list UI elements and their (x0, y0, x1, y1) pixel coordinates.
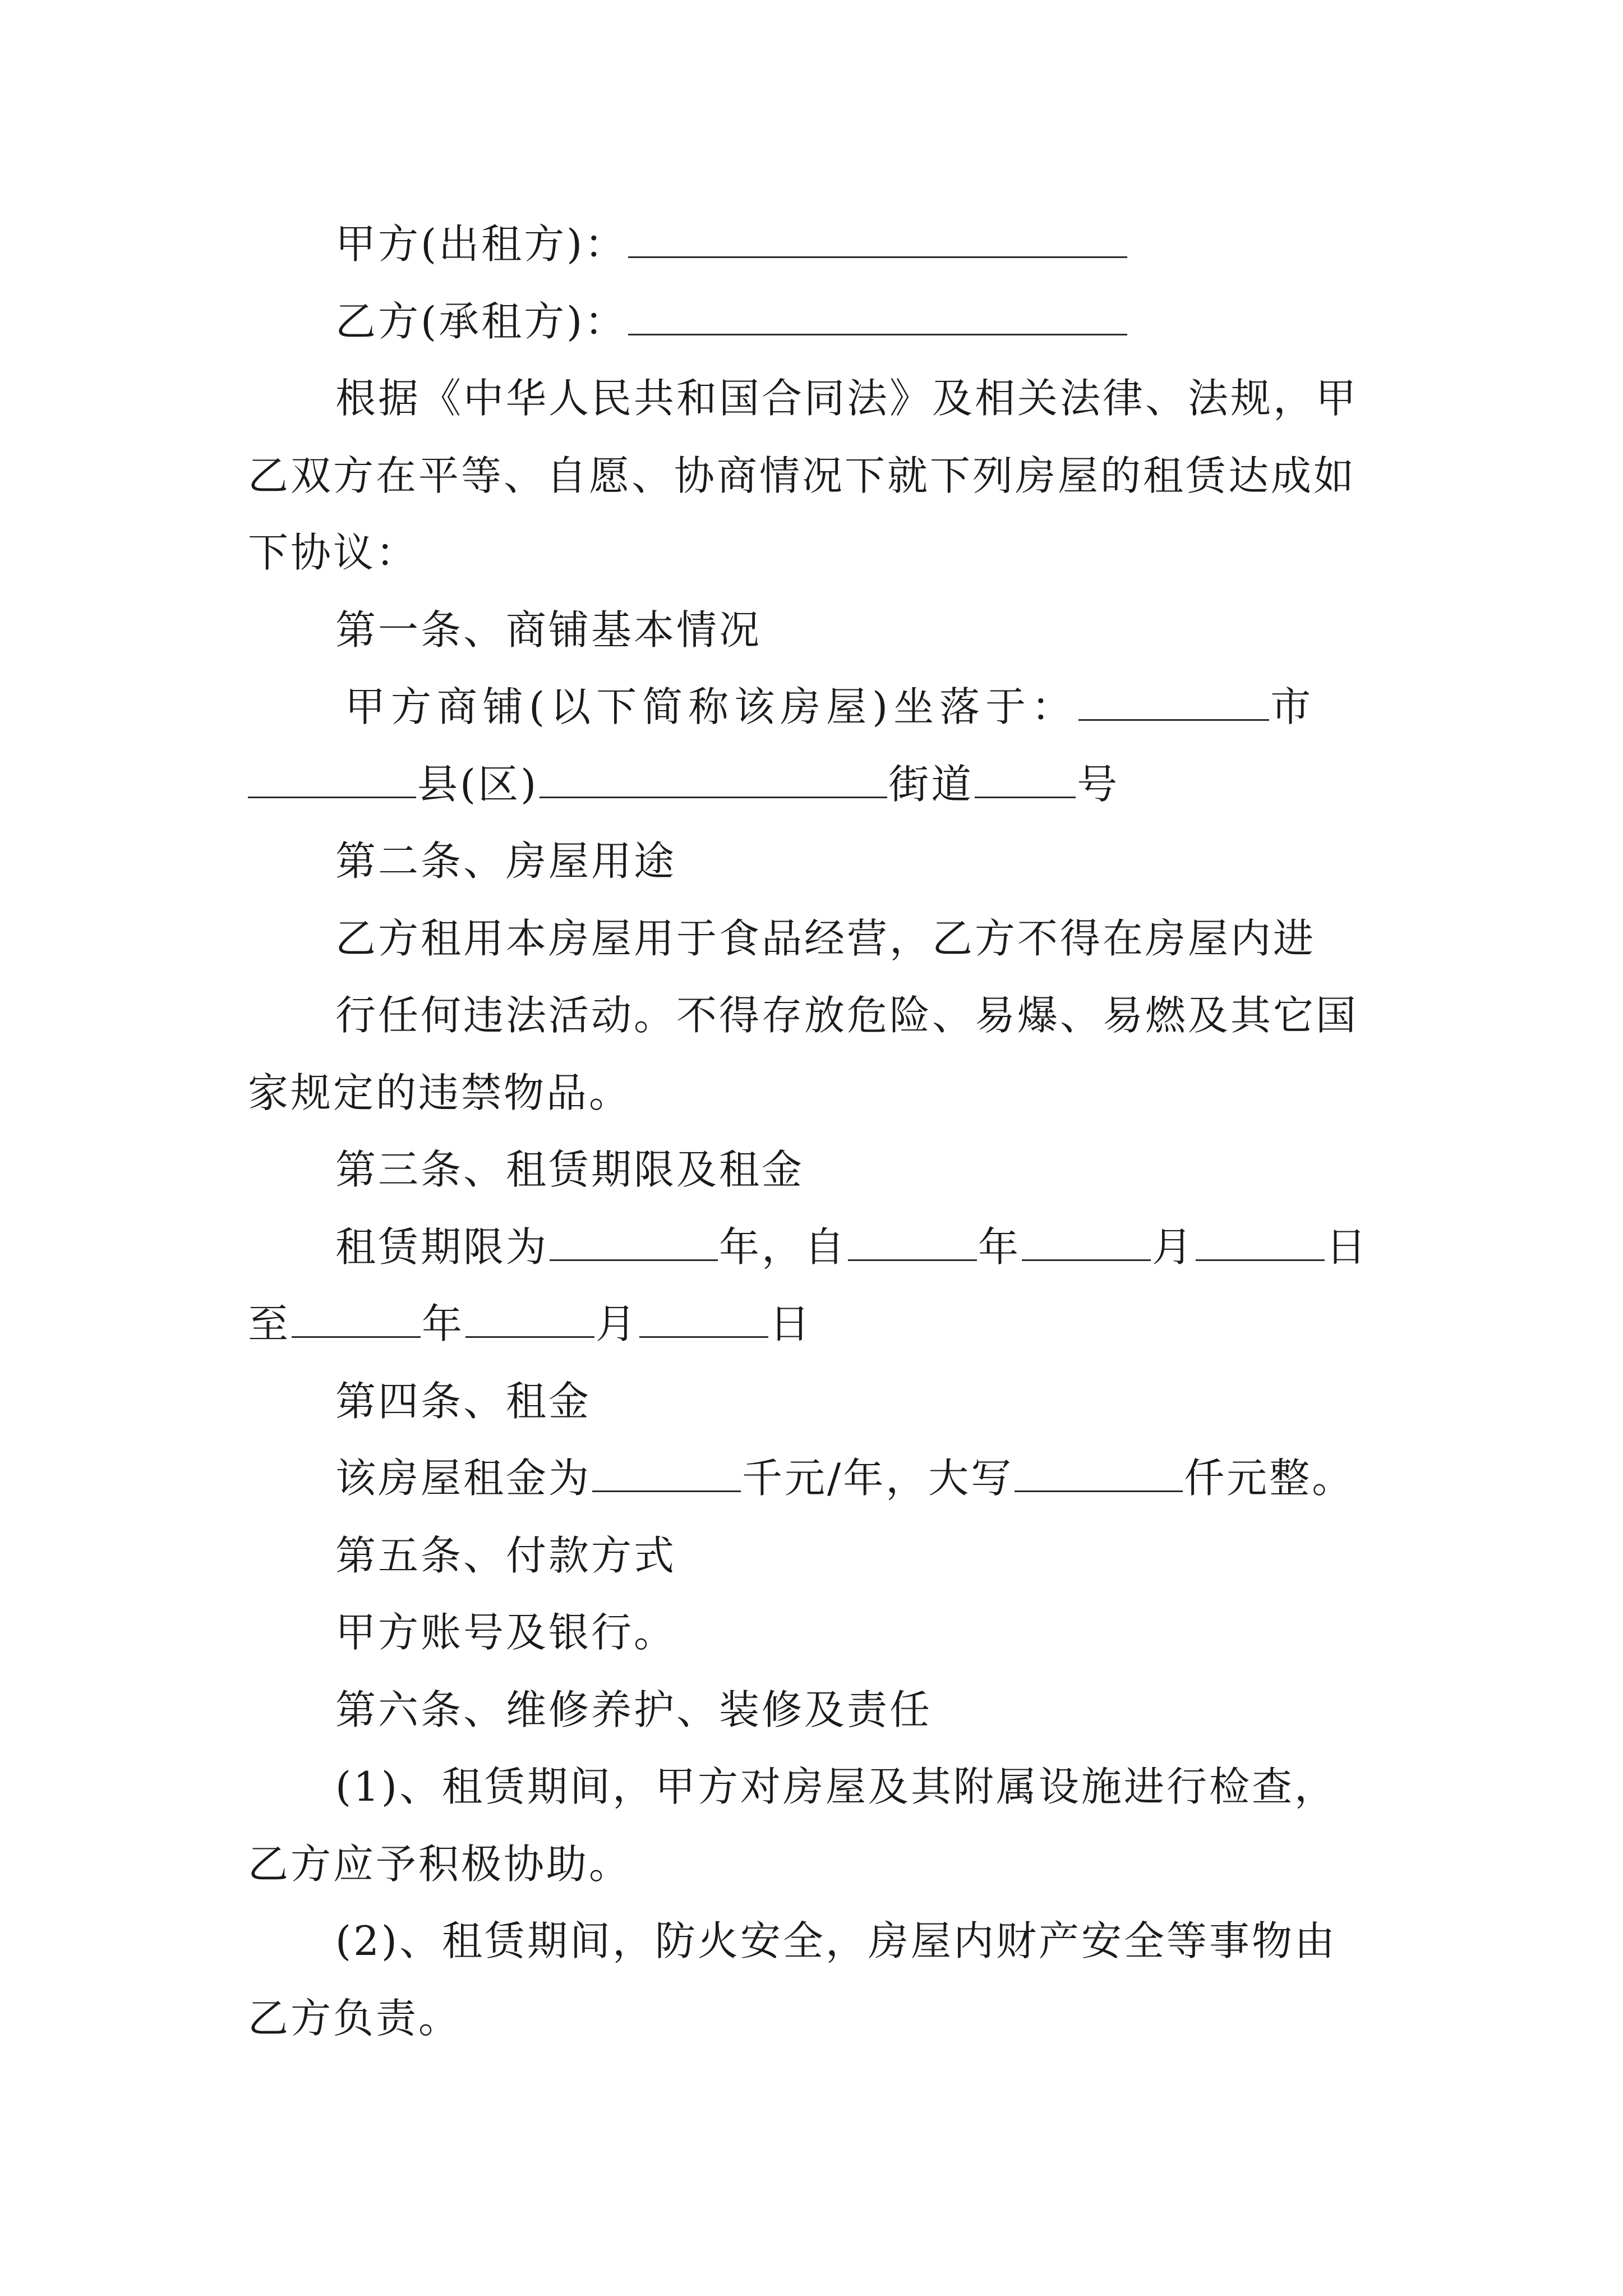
city-blank[interactable] (1078, 682, 1269, 721)
rent-suffix: 仟元整。 (1184, 1455, 1355, 1502)
article-3-heading: 第三条、租赁期限及租金 (335, 1146, 805, 1193)
term-year-unit: 年，自 (719, 1223, 847, 1271)
street-name-blank[interactable] (540, 760, 887, 798)
intro-line-2: 乙双方在平等、自愿、协商情况下就下列房屋的租赁达成如 (248, 452, 1357, 499)
start-month-label: 月 (1152, 1223, 1195, 1271)
street-number-blank[interactable] (975, 760, 1076, 798)
article-2-line-2: 行任何违法活动。不得存放危险、易爆、易燃及其它国 (335, 992, 1359, 1039)
rent-amount-blank[interactable] (592, 1453, 741, 1492)
article-4-rent-line (0, 1447, 1623, 1509)
party-a-label: 甲方(出租方)： (335, 220, 628, 268)
end-day-blank[interactable] (639, 1299, 768, 1338)
party-a-blank[interactable] (628, 219, 1127, 258)
term-prefix: 租赁期限为 (335, 1223, 549, 1271)
article-5-heading: 第五条、付款方式 (335, 1532, 677, 1579)
article-4-heading: 第四条、租金 (335, 1378, 592, 1425)
end-month-label: 月 (596, 1300, 639, 1347)
article-1-heading: 第一条、商铺基本情况 (335, 606, 762, 654)
location-prefix: 甲方商铺(以下简称该房屋)坐落于： (345, 683, 1078, 730)
party-b-label: 乙方(承租方)： (335, 298, 628, 345)
street-suffix: 街道 (888, 761, 974, 808)
article-1-location-line (0, 676, 1623, 738)
article-3-end-line (0, 1293, 1623, 1355)
start-year-blank[interactable] (848, 1222, 977, 1261)
county-suffix: 县(区) (417, 761, 539, 808)
article-6-item-1-line-2: 乙方应予积极协助。 (248, 1841, 632, 1888)
end-day-label: 日 (769, 1300, 813, 1347)
article-6-item-2-line-1: (2)、租赁期间，防火安全，房屋内财产安全等事物由 (335, 1917, 1337, 1964)
number-suffix: 号 (1077, 761, 1120, 808)
intro-line-3: 下协议： (248, 529, 419, 576)
article-3-term-line (0, 1216, 1623, 1278)
county-blank[interactable] (248, 760, 416, 798)
rent-prefix: 该房屋租金为 (335, 1455, 592, 1502)
end-year-label: 年 (422, 1300, 465, 1347)
article-6-item-2-line-2: 乙方负责。 (248, 1995, 462, 2042)
party-b-blank[interactable] (628, 297, 1127, 335)
start-year-label: 年 (978, 1223, 1021, 1271)
article-1-address-line (0, 753, 1623, 815)
article-6-item-1-line-1: (1)、租赁期间，甲方对房屋及其附属设施进行检查， (335, 1763, 1337, 1810)
start-day-blank[interactable] (1196, 1222, 1325, 1261)
party-b-line (0, 291, 1623, 352)
article-6-heading: 第六条、维修养护、装修及责任 (335, 1686, 933, 1733)
rent-unit: 千元/年，大写 (742, 1455, 1014, 1502)
party-a-line (0, 213, 1623, 275)
article-2-line-3: 家规定的违禁物品。 (248, 1069, 632, 1116)
article-2-heading: 第二条、房屋用途 (335, 838, 677, 885)
rent-written-blank[interactable] (1015, 1453, 1183, 1492)
end-month-blank[interactable] (465, 1299, 594, 1338)
article-2-line-1: 乙方租用本房屋用于食品经营，乙方不得在房屋内进 (335, 915, 1316, 962)
term-years-blank[interactable] (550, 1222, 718, 1261)
end-to-label: 至 (248, 1300, 291, 1347)
start-month-blank[interactable] (1022, 1222, 1151, 1261)
start-day-label: 日 (1326, 1223, 1369, 1271)
intro-line-1: 根据《中华人民共和国合同法》及相关法律、法规，甲 (335, 375, 1359, 422)
city-suffix: 市 (1270, 683, 1317, 730)
article-5-line-1: 甲方账号及银行。 (335, 1609, 677, 1656)
end-year-blank[interactable] (292, 1299, 421, 1338)
